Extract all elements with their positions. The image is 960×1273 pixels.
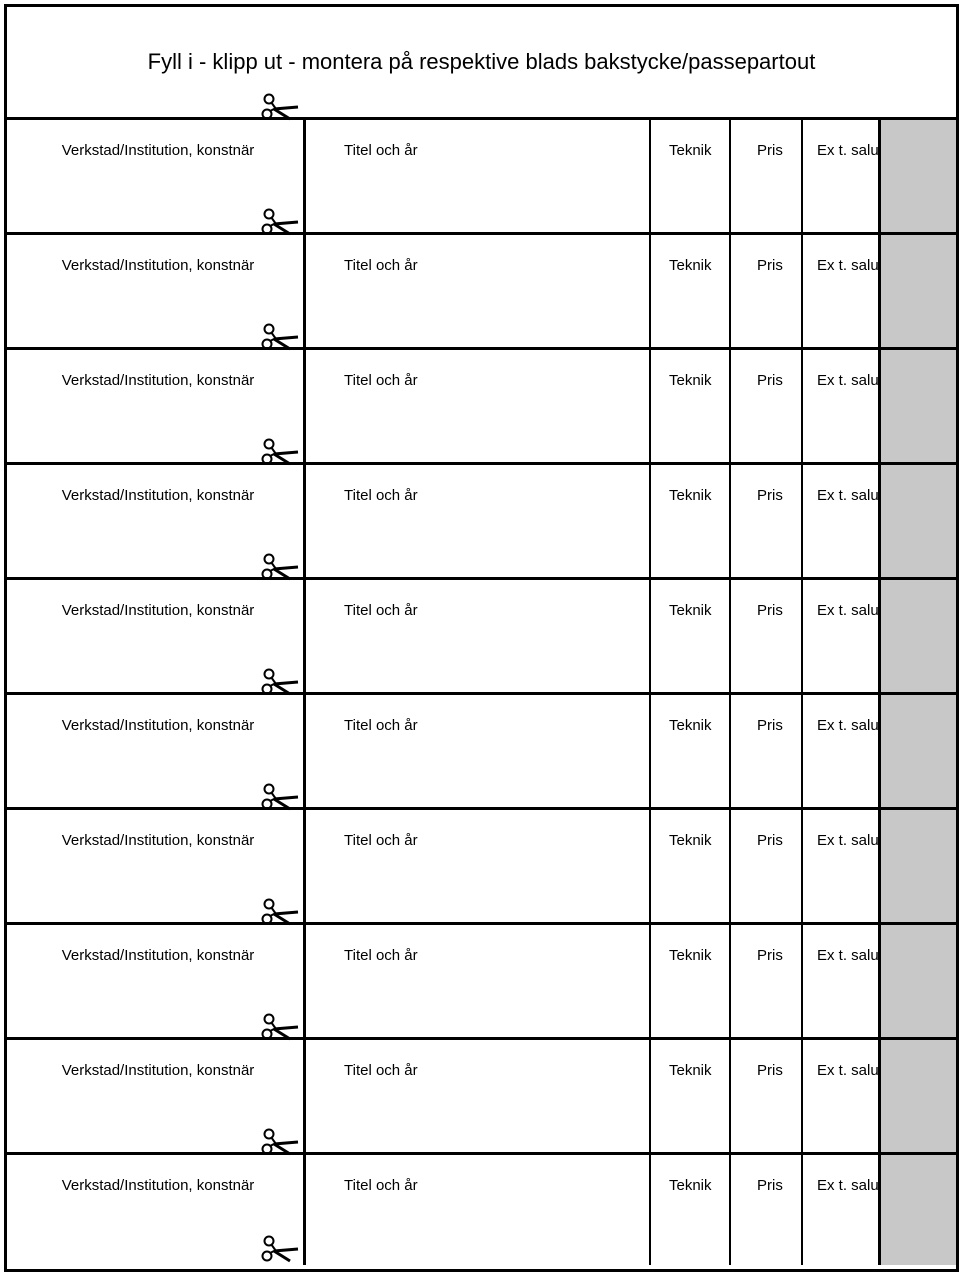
price-cell[interactable] bbox=[731, 465, 803, 577]
scissors-icon bbox=[260, 438, 300, 466]
for-sale-label: Ex t. salu bbox=[817, 602, 879, 619]
title-year-cell[interactable] bbox=[306, 810, 651, 922]
artist-label: Verkstad/Institution, konstnär bbox=[61, 947, 255, 964]
shaded-strip bbox=[881, 465, 956, 577]
title-year-cell[interactable] bbox=[306, 465, 651, 577]
artist-label: Verkstad/Institution, konstnär bbox=[61, 1177, 255, 1194]
price-cell[interactable] bbox=[731, 1155, 803, 1265]
shaded-strip bbox=[881, 350, 956, 462]
technique-cell[interactable] bbox=[651, 235, 731, 347]
for-sale-cell[interactable] bbox=[803, 1040, 881, 1152]
price-cell[interactable] bbox=[731, 350, 803, 462]
technique-cell[interactable] bbox=[651, 925, 731, 1037]
label-row bbox=[7, 1155, 956, 1265]
shaded-strip bbox=[881, 1155, 956, 1265]
label-rows bbox=[7, 120, 956, 1269]
label-sheet bbox=[4, 4, 959, 1272]
title-year-cell[interactable] bbox=[306, 1040, 651, 1152]
technique-label: Teknik bbox=[669, 1177, 712, 1194]
for-sale-label: Ex t. salu bbox=[817, 257, 879, 274]
technique-label: Teknik bbox=[669, 487, 712, 504]
scissors-icon bbox=[260, 553, 300, 581]
artist-label: Verkstad/Institution, konstnär bbox=[61, 717, 255, 734]
title-year-cell[interactable] bbox=[306, 235, 651, 347]
scissors-icon bbox=[260, 1235, 300, 1263]
technique-label: Teknik bbox=[669, 717, 712, 734]
price-label: Pris bbox=[757, 372, 783, 389]
title-year-cell[interactable] bbox=[306, 120, 651, 232]
artist-label: Verkstad/Institution, konstnär bbox=[61, 257, 255, 274]
page-title: Fyll i - klipp ut - montera på respektive blads bakstycke/passepartout bbox=[147, 49, 816, 74]
technique-label: Teknik bbox=[669, 947, 712, 964]
technique-cell[interactable] bbox=[651, 350, 731, 462]
price-label: Pris bbox=[757, 487, 783, 504]
title-year-cell[interactable] bbox=[306, 925, 651, 1037]
price-label: Pris bbox=[757, 142, 783, 159]
technique-cell[interactable] bbox=[651, 465, 731, 577]
shaded-strip bbox=[881, 695, 956, 807]
price-cell[interactable] bbox=[731, 1040, 803, 1152]
title-year-label: Titel och år bbox=[344, 832, 418, 849]
price-cell[interactable] bbox=[731, 235, 803, 347]
technique-label: Teknik bbox=[669, 832, 712, 849]
scissors-icon bbox=[260, 783, 300, 811]
scissors-icon bbox=[260, 668, 300, 696]
for-sale-label: Ex t. salu bbox=[817, 487, 879, 504]
scissors-icon bbox=[260, 323, 300, 351]
shaded-strip bbox=[881, 580, 956, 692]
label-row bbox=[7, 1040, 956, 1155]
title-year-label: Titel och år bbox=[344, 717, 418, 734]
for-sale-cell[interactable] bbox=[803, 925, 881, 1037]
for-sale-cell[interactable] bbox=[803, 235, 881, 347]
price-cell[interactable] bbox=[731, 120, 803, 232]
price-cell[interactable] bbox=[731, 810, 803, 922]
label-row bbox=[7, 235, 956, 350]
technique-cell[interactable] bbox=[651, 810, 731, 922]
technique-cell[interactable] bbox=[651, 580, 731, 692]
price-label: Pris bbox=[757, 257, 783, 274]
title-year-label: Titel och år bbox=[344, 1177, 418, 1194]
title-year-cell[interactable] bbox=[306, 695, 651, 807]
technique-label: Teknik bbox=[669, 257, 712, 274]
for-sale-label: Ex t. salu bbox=[817, 1177, 879, 1194]
price-label: Pris bbox=[757, 602, 783, 619]
price-cell[interactable] bbox=[731, 580, 803, 692]
for-sale-cell[interactable] bbox=[803, 1155, 881, 1265]
title-year-label: Titel och år bbox=[344, 372, 418, 389]
for-sale-label: Ex t. salu bbox=[817, 1062, 879, 1079]
price-label: Pris bbox=[757, 947, 783, 964]
title-year-cell[interactable] bbox=[306, 580, 651, 692]
artist-label: Verkstad/Institution, konstnär bbox=[61, 602, 255, 619]
title-year-label: Titel och år bbox=[344, 947, 418, 964]
price-label: Pris bbox=[757, 1062, 783, 1079]
price-cell[interactable] bbox=[731, 925, 803, 1037]
artist-label: Verkstad/Institution, konstnär bbox=[61, 832, 255, 849]
shaded-strip bbox=[881, 810, 956, 922]
for-sale-cell[interactable] bbox=[803, 580, 881, 692]
price-cell[interactable] bbox=[731, 695, 803, 807]
technique-cell[interactable] bbox=[651, 1155, 731, 1265]
title-year-label: Titel och år bbox=[344, 1062, 418, 1079]
scissors-icon bbox=[260, 1128, 300, 1156]
technique-cell[interactable] bbox=[651, 1040, 731, 1152]
for-sale-cell[interactable] bbox=[803, 465, 881, 577]
price-label: Pris bbox=[757, 832, 783, 849]
title-year-label: Titel och år bbox=[344, 602, 418, 619]
shaded-strip bbox=[881, 925, 956, 1037]
shaded-strip bbox=[881, 1040, 956, 1152]
title-year-cell[interactable] bbox=[306, 350, 651, 462]
scissors-icon bbox=[260, 1013, 300, 1041]
scissors-icon bbox=[260, 93, 300, 121]
technique-label: Teknik bbox=[669, 372, 712, 389]
for-sale-cell[interactable] bbox=[803, 695, 881, 807]
scissors-icon bbox=[260, 898, 300, 926]
label-row bbox=[7, 695, 956, 810]
label-row bbox=[7, 465, 956, 580]
artist-label: Verkstad/Institution, konstnär bbox=[61, 1062, 255, 1079]
label-row bbox=[7, 580, 956, 695]
label-row bbox=[7, 120, 956, 235]
header-box bbox=[7, 7, 956, 120]
scissors-icon bbox=[260, 208, 300, 236]
technique-cell[interactable] bbox=[651, 695, 731, 807]
artist-label: Verkstad/Institution, konstnär bbox=[61, 487, 255, 504]
artist-label: Verkstad/Institution, konstnär bbox=[61, 142, 255, 159]
for-sale-label: Ex t. salu bbox=[817, 717, 879, 734]
technique-label: Teknik bbox=[669, 1062, 712, 1079]
label-row bbox=[7, 350, 956, 465]
for-sale-label: Ex t. salu bbox=[817, 142, 879, 159]
price-label: Pris bbox=[757, 717, 783, 734]
technique-cell[interactable] bbox=[651, 120, 731, 232]
title-year-label: Titel och år bbox=[344, 487, 418, 504]
technique-label: Teknik bbox=[669, 602, 712, 619]
for-sale-label: Ex t. salu bbox=[817, 947, 879, 964]
for-sale-cell[interactable] bbox=[803, 120, 881, 232]
label-row bbox=[7, 925, 956, 1040]
title-year-label: Titel och år bbox=[344, 142, 418, 159]
label-row bbox=[7, 810, 956, 925]
technique-label: Teknik bbox=[669, 142, 712, 159]
shaded-strip bbox=[881, 120, 956, 232]
for-sale-label: Ex t. salu bbox=[817, 832, 879, 849]
for-sale-cell[interactable] bbox=[803, 350, 881, 462]
shaded-strip bbox=[881, 235, 956, 347]
for-sale-cell[interactable] bbox=[803, 810, 881, 922]
price-label: Pris bbox=[757, 1177, 783, 1194]
artist-label: Verkstad/Institution, konstnär bbox=[61, 372, 255, 389]
for-sale-label: Ex t. salu bbox=[817, 372, 879, 389]
title-year-label: Titel och år bbox=[344, 257, 418, 274]
title-year-cell[interactable] bbox=[306, 1155, 651, 1265]
